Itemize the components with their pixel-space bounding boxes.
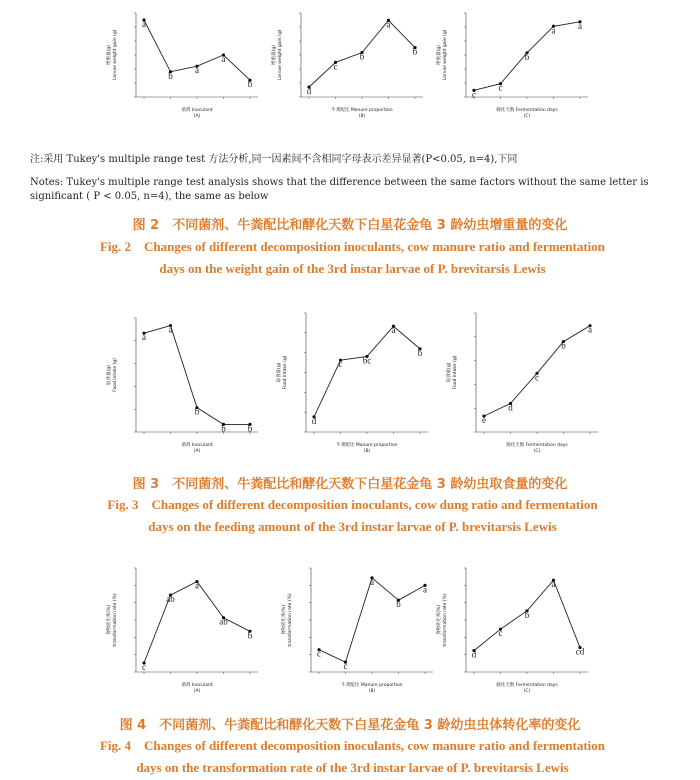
- y-axis-label: 食物转化率(%): [107, 604, 112, 636]
- significance-letter: a: [142, 19, 146, 29]
- significance-letter: a: [423, 584, 427, 595]
- significance-letter: c: [317, 648, 321, 659]
- series-line: [319, 578, 425, 662]
- significance-letter: ab: [166, 594, 175, 605]
- chart-panel-fig2-b: [265, 5, 435, 125]
- significance-letter: ab: [219, 616, 228, 627]
- y-axis-label: 增重量(g): [437, 45, 442, 65]
- fig2-caption-cn: 图 2 不同菌剂、牛粪配比和酵化天数下白星花金龟 3 龄幼虫增重量的变化: [132, 218, 568, 233]
- significance-letter: c: [343, 661, 348, 672]
- note-cn: 注:采用 Tukey's multiple range test 方法分析,同一因素间不含相同字母表示差异显著(P<0.05, n=4),下同: [30, 154, 518, 165]
- y-axis-label: Larvae weight gain (g): [113, 29, 118, 81]
- significance-letter: b: [247, 423, 253, 434]
- y-axis-label: 增重量(g): [272, 45, 277, 65]
- significance-letter: b: [524, 609, 530, 620]
- y-axis-label: 增重量(g): [107, 45, 112, 65]
- y-axis-label: transformation rate (%): [443, 593, 448, 647]
- significance-letter: a: [195, 580, 199, 591]
- significance-letter: c: [472, 89, 476, 100]
- significance-letter: d: [508, 402, 513, 413]
- significance-letter: a: [578, 20, 582, 31]
- chart-panel-fig4-b: [275, 560, 445, 700]
- significance-letter: a: [195, 65, 199, 76]
- fig3-caption-cn: 图 3 不同菌剂、牛粪配比和酵化天数下白星花金龟 3 龄幼虫取食量的变化: [132, 477, 568, 492]
- y-axis-label: Food intake (g): [283, 355, 288, 390]
- significance-letter: b: [561, 340, 566, 351]
- significance-letter: b: [247, 630, 253, 641]
- fig4-caption-en-2: days on the transformation rate of the 3rd instar larvae of P. brevitarsis Lewis: [136, 760, 569, 775]
- panel-label: (A): [193, 449, 201, 454]
- significance-letter: d: [471, 649, 477, 660]
- y-axis-label: Food intake (g): [453, 355, 458, 390]
- significance-letter: a: [588, 324, 592, 335]
- fig3-caption-en-2: days on the feeding amount of the 3rd instar larvae of P. brevitarsis Lewis: [148, 519, 557, 534]
- y-axis-label: Food intake (g): [113, 358, 118, 392]
- significance-letter: b: [247, 79, 253, 90]
- x-axis-label: 菌剂 Inoculant: [181, 683, 213, 688]
- x-axis-label: 腐化天数 Fermentation days: [496, 108, 558, 113]
- x-axis-label: 牛粪配比 Manure proportion: [341, 683, 403, 688]
- significance-letter: c: [333, 61, 338, 72]
- x-axis-label: 菌剂 Inoculant: [181, 108, 213, 113]
- chart-panel-fig3-b: [270, 305, 440, 460]
- x-axis-label: 牛粪配比 Manure proportion: [331, 108, 393, 113]
- panel-label: (B): [358, 114, 366, 119]
- y-axis-label: 取食量(g): [277, 362, 282, 383]
- panel-label: (B): [363, 449, 371, 454]
- significance-letter: a: [221, 54, 226, 64]
- significance-letter: a: [142, 332, 146, 343]
- series-line: [484, 326, 590, 416]
- x-axis-label: 腐化天数 Fermentation days: [496, 683, 558, 688]
- significance-letter: c: [142, 661, 146, 672]
- significance-letter: c: [338, 359, 343, 370]
- significance-letter: a: [370, 576, 374, 587]
- panel-label: (B): [368, 689, 376, 694]
- significance-letter: bc: [362, 355, 372, 366]
- chart-panel-fig3-a: [100, 310, 270, 460]
- fig3-caption-en-1: Fig. 3 Changes of different decomposition inoculants, cow dung ratio and fermentation: [107, 497, 598, 512]
- series-line: [144, 582, 250, 663]
- significance-letter: a: [391, 325, 396, 336]
- panel-label: (A): [193, 689, 201, 694]
- significance-letter: d: [306, 86, 312, 97]
- fig2-caption-en-2: days on the weight gain of the 3rd instar larvae of P. brevitarsis Lewis: [159, 261, 546, 276]
- significance-letter: b: [221, 423, 226, 434]
- y-axis-label: Larvae weight gain (g): [443, 29, 448, 81]
- significance-letter: b: [412, 46, 418, 57]
- significance-letter: a: [551, 579, 556, 590]
- significance-letter: b: [168, 70, 173, 81]
- chart-panel-fig2-a: [100, 5, 270, 125]
- note-en: Notes: Tukey's multiple range test analysis shows that the difference between the same factors without the same letter is significant ( P < 0.05, n=4), the same as below: [30, 177, 649, 202]
- y-axis-label: 食物转化率(%): [437, 604, 442, 636]
- y-axis-label: transformation rate (%): [113, 593, 118, 647]
- chart-panel-fig2-c: [430, 5, 600, 125]
- x-axis-label: 腐化天数 Fermentation days: [506, 443, 568, 448]
- fig4-caption-cn: 图 4 不同菌剂、牛粪配比和酵化天数下白星花金龟 3 龄幼虫虫体转化率的变化: [119, 718, 581, 733]
- significance-letter: a: [551, 25, 556, 36]
- significance-letter: c: [498, 628, 503, 639]
- significance-letter: e: [482, 415, 486, 426]
- series-line: [314, 326, 420, 417]
- panel-label: (C): [523, 689, 531, 694]
- significance-letter: cd: [575, 646, 585, 657]
- y-axis-label: transformation rate (%): [288, 593, 293, 647]
- x-axis-label: 牛粪配比 Manure proportion: [336, 443, 398, 448]
- fig2-caption-en-1: Fig. 2 Changes of different decomposition inoculants, cow manure ratio and fermentation: [99, 239, 606, 254]
- significance-letter: b: [524, 51, 530, 62]
- x-axis-label: 菌剂 Inoculant: [181, 443, 213, 448]
- chart-panel-fig4-a: [100, 560, 270, 700]
- significance-letter: a: [386, 19, 391, 30]
- significance-letter: b: [359, 51, 365, 62]
- significance-letter: b: [194, 406, 200, 417]
- significance-letter: c: [535, 372, 539, 383]
- significance-letter: b: [396, 599, 401, 610]
- significance-letter: a: [168, 324, 173, 335]
- fig4-caption-en-1: Fig. 4 Changes of different decomposition inoculants, cow manure ratio and fermentation: [99, 738, 606, 753]
- y-axis-label: Larvae weight gain (g): [278, 29, 283, 81]
- significance-letter: c: [498, 82, 503, 93]
- chart-panel-fig4-c: [430, 560, 600, 700]
- y-axis-label: 取食量(g): [447, 362, 452, 383]
- y-axis-label: 取食量(g): [107, 365, 112, 385]
- panel-label: (C): [523, 114, 531, 119]
- panel-label: (A): [193, 114, 201, 119]
- significance-letter: d: [311, 415, 317, 426]
- significance-letter: b: [417, 347, 423, 358]
- y-axis-label: 食物转化率(%): [282, 604, 287, 636]
- chart-panel-fig3-c: [440, 305, 610, 460]
- panel-label: (C): [533, 449, 541, 454]
